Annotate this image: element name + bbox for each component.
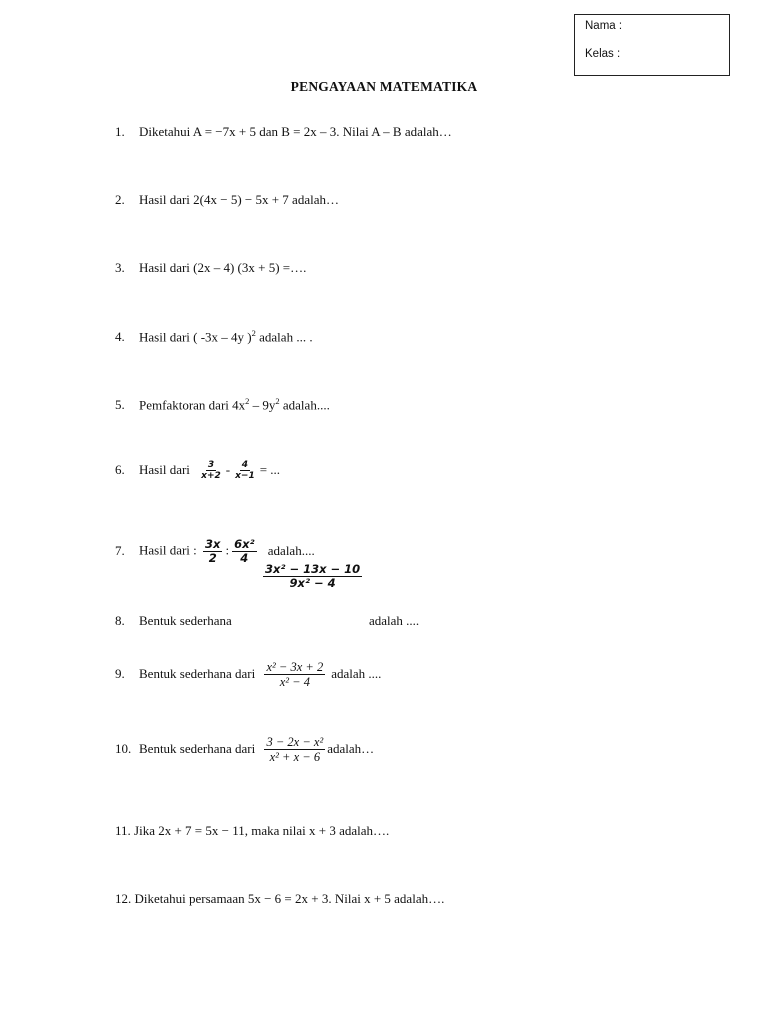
fraction-numerator: 3 − 2x − x² <box>266 735 324 749</box>
question-6 <box>115 460 280 482</box>
fraction-numerator: 6x² <box>234 537 255 551</box>
exponent: 2 <box>275 396 280 406</box>
question-text: Hasil dari 2(4x − 5) − 5x + 7 adalah… <box>139 192 339 207</box>
question-number: 12. <box>115 891 132 906</box>
question-12 <box>115 891 444 907</box>
question-number: 3. <box>115 260 125 275</box>
question-11 <box>115 823 389 839</box>
question-text-suffix: adalah… <box>327 740 375 756</box>
question-number: 2. <box>115 192 125 207</box>
question-number: 10. <box>115 740 132 756</box>
question-text-suffix: = ... <box>259 461 281 477</box>
fraction <box>264 660 325 690</box>
question-number: 11. <box>115 823 131 838</box>
question-5 <box>115 396 330 413</box>
question-text-prefix: Hasil dari <box>139 461 190 477</box>
question-1 <box>115 124 452 140</box>
question-text: Jika 2x + 7 = 5x − 11, maka nilai x + 3 adalah…. <box>134 823 390 838</box>
fraction-numerator: 3x² − 13x − 10 <box>265 562 361 576</box>
question-text-prefix: Pemfaktoran dari 4x <box>139 397 246 413</box>
question-text: Hasil dari (2x – 4) (3x + 5) =…. <box>139 260 307 275</box>
fraction-denominator: x² − 4 <box>279 675 310 690</box>
exponent: 2 <box>245 396 250 406</box>
identity-box <box>574 14 730 76</box>
question-text: Diketahui A = −7x + 5 dan B = 2x – 3. Nilai A – B adalah… <box>139 124 452 139</box>
fraction <box>233 460 257 482</box>
question-text-suffix: adalah ... . <box>255 329 313 345</box>
question-number: 8. <box>115 613 125 628</box>
question-number: 6. <box>115 461 125 477</box>
fraction <box>203 538 222 565</box>
fraction-numerator: 3 <box>207 460 215 470</box>
question-text-suffix: adalah.... <box>267 542 315 558</box>
question-text-prefix: Bentuk sederhana <box>139 613 232 628</box>
question-2 <box>115 192 339 208</box>
fraction-denominator: x−1 <box>235 471 255 482</box>
question-number: 1. <box>115 124 125 139</box>
worksheet-title: PENGAYAAN MATEMATIKA <box>290 79 478 94</box>
question-4 <box>115 328 313 345</box>
question-text-prefix: Bentuk sederhana dari <box>139 740 256 756</box>
question-number: 7. <box>115 542 125 558</box>
question-text-suffix: adalah .... <box>331 665 382 681</box>
fraction-denominator: x² + x − 6 <box>269 750 321 765</box>
fraction-denominator: 2 <box>208 551 217 566</box>
nama-label: Nama : <box>585 20 623 32</box>
kelas-label: Kelas : <box>585 48 621 60</box>
question-text-suffix: adalah.... <box>279 397 330 413</box>
question-number: 9. <box>115 665 125 681</box>
exponent: 2 <box>251 328 256 338</box>
fraction-numerator: 4 <box>241 460 249 470</box>
fraction-denominator: 9x² − 4 <box>289 576 336 591</box>
fraction-numerator: 3x <box>205 537 221 551</box>
question-text-prefix: Hasil dari ( -3x – 4y ) <box>139 329 252 345</box>
fraction <box>264 735 325 765</box>
question-8-fraction-wrapper <box>260 563 365 590</box>
question-text: Diketahui persamaan 5x − 6 = 2x + 3. Nilai x + 5 adalah…. <box>134 891 445 906</box>
question-9 <box>115 660 381 690</box>
question-10 <box>115 735 374 765</box>
fraction-numerator: x² − 3x + 2 <box>266 660 324 674</box>
question-text-prefix: Hasil dari : <box>139 542 197 558</box>
question-text-suffix: adalah .... <box>369 613 420 628</box>
operator: - <box>225 461 231 477</box>
fraction <box>232 538 256 565</box>
fraction <box>199 460 223 482</box>
fraction-denominator: 4 <box>240 551 249 566</box>
operator: : <box>225 542 230 558</box>
question-number: 4. <box>115 329 125 345</box>
fraction <box>263 563 362 590</box>
fraction-denominator: x+2 <box>201 471 221 482</box>
question-8 <box>115 613 420 629</box>
question-number: 5. <box>115 397 125 413</box>
question-text-mid: – 9y <box>249 397 276 413</box>
question-text-prefix: Bentuk sederhana dari <box>139 665 256 681</box>
question-3 <box>115 260 306 276</box>
